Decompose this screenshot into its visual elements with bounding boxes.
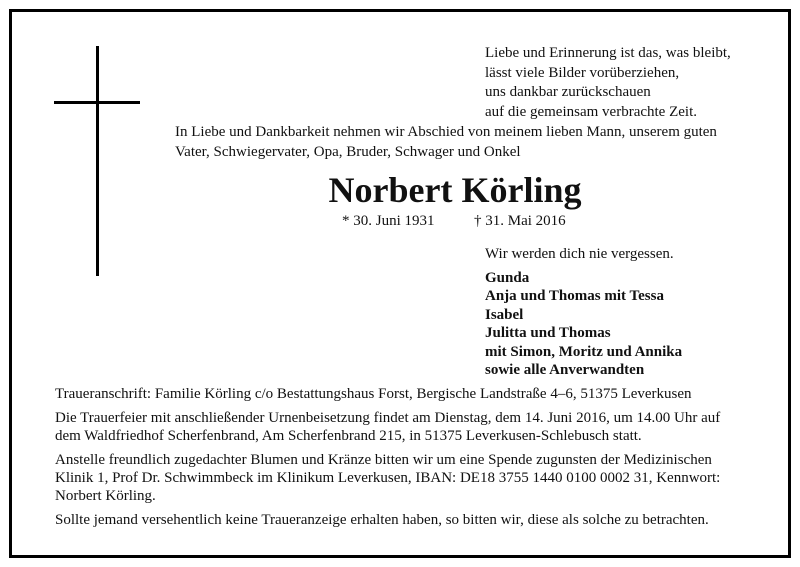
intro-line: In Liebe und Dankbarkeit nehmen wir Abschied von meinem lieben Mann, unserem guten — [175, 124, 717, 140]
cross-horizontal-bar — [54, 101, 140, 104]
intro-line: Vater, Schwiegervater, Opa, Bruder, Schwager und Onkel — [175, 143, 521, 160]
family-member: Isabel — [485, 306, 524, 323]
ceremony-line: Die Trauerfeier mit anschließender Urnenbeisetzung findet am Dienstag, dem 14. Juni 2016, um 14.00 Uhr auf — [55, 410, 721, 426]
poem-line: auf die gemeinsam verbrachte Zeit. — [485, 103, 697, 120]
ceremony-info — [55, 409, 760, 445]
mourning-address — [55, 385, 760, 403]
farewell-line: Wir werden dich nie vergessen. — [485, 246, 674, 262]
donation-line: Norbert Körling. — [55, 488, 156, 504]
death-date: † 31. Mai 2016 — [474, 213, 566, 229]
birth-date: * 30. Juni 1931 — [342, 213, 435, 229]
family-member: Gunda — [485, 270, 530, 286]
intro-text — [175, 123, 775, 162]
poem — [485, 44, 731, 122]
notice-info — [55, 511, 760, 529]
address-text: Traueranschrift: Familie Körling c/o Bestattungshaus Forst, Bergische Landstraße 4–6, 51375 Leverkusen — [55, 386, 692, 402]
family-member: Julitta und Thomas — [485, 325, 611, 342]
cross-vertical-bar — [96, 46, 99, 276]
deceased-name — [0, 170, 800, 210]
footer-notes — [55, 385, 760, 535]
donation-line: Anstelle freundlich zugedachter Blumen und Kränze bitten wir um eine Spende zugunsten der Medizinischen — [55, 452, 712, 468]
family-list — [485, 269, 682, 379]
family-member: Anja und Thomas mit Tessa — [485, 288, 664, 305]
family-member: sowie alle Anverwandten — [485, 362, 645, 379]
deceased-name-text: Norbert Körling — [328, 170, 582, 210]
poem-line: Liebe und Erinnerung ist das, was bleibt, — [485, 45, 731, 61]
notice-text: Sollte jemand versehentlich keine Traueranzeige erhalten haben, so bitten wir, diese als solche zu betrachten. — [55, 512, 709, 528]
family-member: mit Simon, Moritz und Annika — [485, 343, 683, 360]
donation-line: Klinik 1, Prof Dr. Schwimmbeck im Klinikum Leverkusen, IBAN: DE18 3755 1440 0100 0002 31, Kennwort: — [55, 470, 721, 486]
ceremony-line: dem Waldfriedhof Scherfenbrand, Am Scherfenbrand 215, in 51375 Leverkusen-Schlebusch statt. — [55, 428, 642, 444]
poem-line: lässt viele Bilder vorüberziehen, — [485, 64, 680, 81]
donation-info — [55, 451, 760, 505]
poem-line: uns dankbar zurückschauen — [485, 84, 651, 100]
